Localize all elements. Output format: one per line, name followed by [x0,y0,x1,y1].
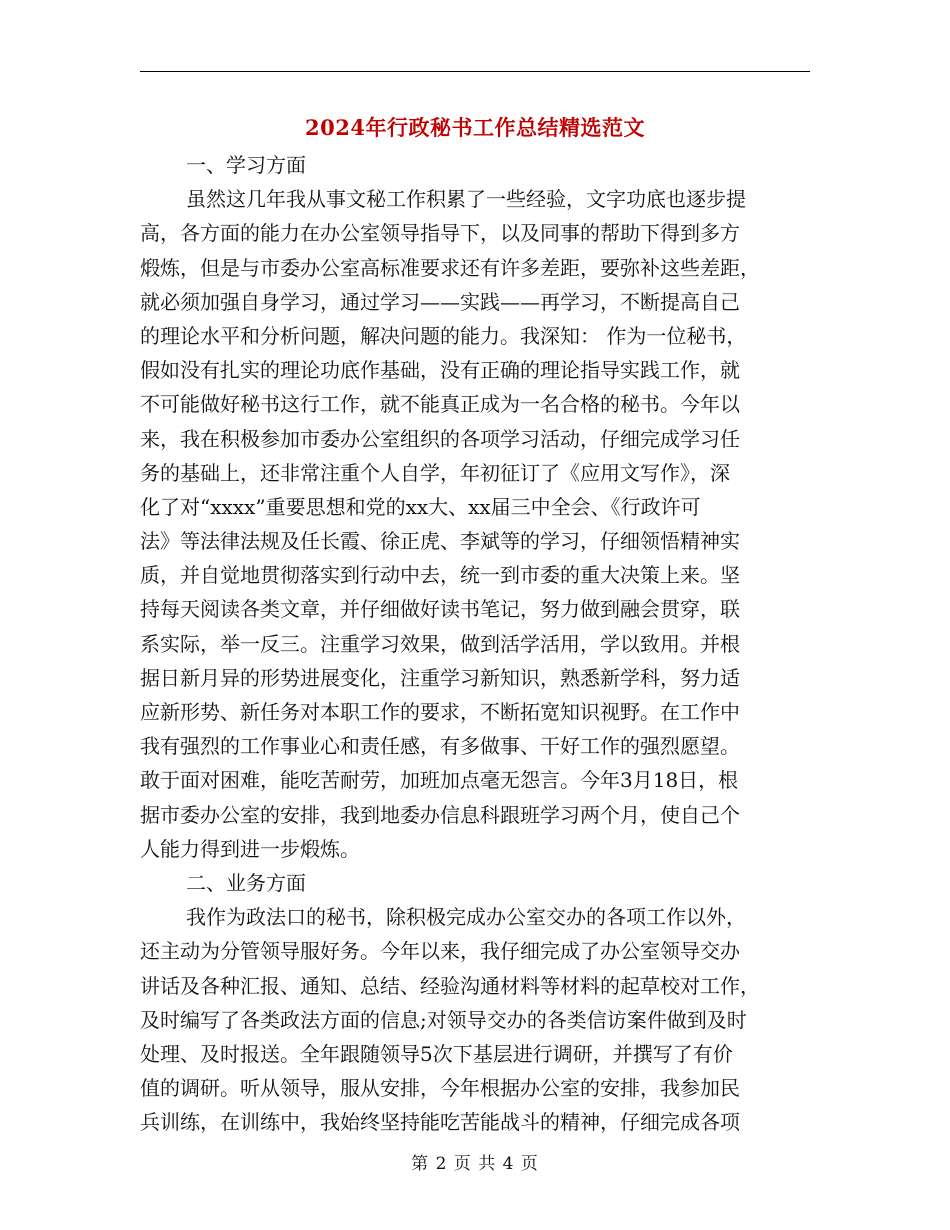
text-line: 质，并自觉地贯彻落实到行动中去，统一到市委的重大决策上来。坚 [140,563,740,588]
text-line: 值的调研。听从领导，服从安排，今年根据办公室的安排，我参加民 [140,1076,740,1101]
text-line: 处理、及时报送。全年跟随领导5次下基层进行调研，并撰写了有价 [140,1041,733,1066]
text-line: 敢于面对困难，能吃苦耐劳，加班加点毫无怨言。今年3月18日，根 [140,768,739,793]
text-line: 据日新月异的形势进展变化，注重学习新知识，熟悉新学科，努力适 [140,665,740,690]
text-line: 虽然这几年我从事文秘工作积累了一些经验，文字功底也逐步提 [186,187,746,212]
text-line: 及时编写了各类政法方面的信息;对领导交办的各类信访案件做到及时 [140,1007,747,1032]
text-line: 煅炼，但是与市委办公室高标准要求还有许多差距，要弥补这些差距， [140,255,760,280]
text-line: 假如没有扎实的理论功底作基础，没有正确的理论指导实践工作，就 [140,358,740,383]
text-line: 化了对“xxxx”重要思想和党的xx大、xx届三中全会、《行政许可 [140,494,701,519]
text-line: 人能力得到进一步煅炼。 [140,836,360,861]
page-number: 第 2 页 共 4 页 [411,1154,539,1174]
text-line: 还主动为分管领导服好务。今年以来，我仔细完成了办公室领导交办 [140,939,740,964]
document-title: 2024年行政秘书工作总结精选范文 [305,115,645,140]
text-line: 务的基础上，还非常注重个人自学，年初征订了《应用文写作》，深 [140,460,730,485]
text-line: 系实际，举一反三。注重学习效果，做到活学活用，学以致用。并根 [140,631,740,656]
text-line: 就必须加强自身学习，通过学习——实践——再学习，不断提高自己 [140,289,740,314]
text-line: 我作为政法口的秘书，除积极完成办公室交办的各项工作以外， [186,905,746,930]
text-line: 据市委办公室的安排，我到地委办信息科跟班学习两个月，使自己个 [140,802,740,827]
text-line: 二、业务方面 [186,870,306,895]
text-line: 应新形势、新任务对本职工作的要求，不断拓宽知识视野。在工作中 [140,700,740,724]
text-line: 我有强烈的工作事业心和责任感，有多做事、干好工作的强烈愿望。 [140,734,740,759]
text-line: 讲话及各种汇报、通知、总结、经验沟通材料等材料的起草校对工作， [140,973,760,998]
text-line: 的理论水平和分析问题，解决问题的能力。我深知： 作为一位秘书， [140,323,747,348]
text-line: 兵训练，在训练中，我始终坚持能吃苦能战斗的精神，仔细完成各项 [140,1110,740,1135]
text-line: 来，我在积极参加市委办公室组织的各项学习活动，仔细完成学习任 [140,426,740,451]
text-line: 持每天阅读各类文章，并仔细做好读书笔记，努力做到融会贯穿，联 [140,597,740,622]
text-line: 高，各方面的能力在办公室领导指导下，以及同事的帮助下得到多方 [140,221,740,246]
text-line: 一、学习方面 [186,153,306,177]
document-body [140,148,810,1139]
text-line: 不可能做好秘书这行工作，就不能真正成为一名合格的秘书。今年以 [140,392,740,417]
header-rule [140,71,810,72]
text-line: 法》等法律法规及任长霞、徐正虎、李斌等的学习，仔细领悟精神实 [140,529,740,554]
